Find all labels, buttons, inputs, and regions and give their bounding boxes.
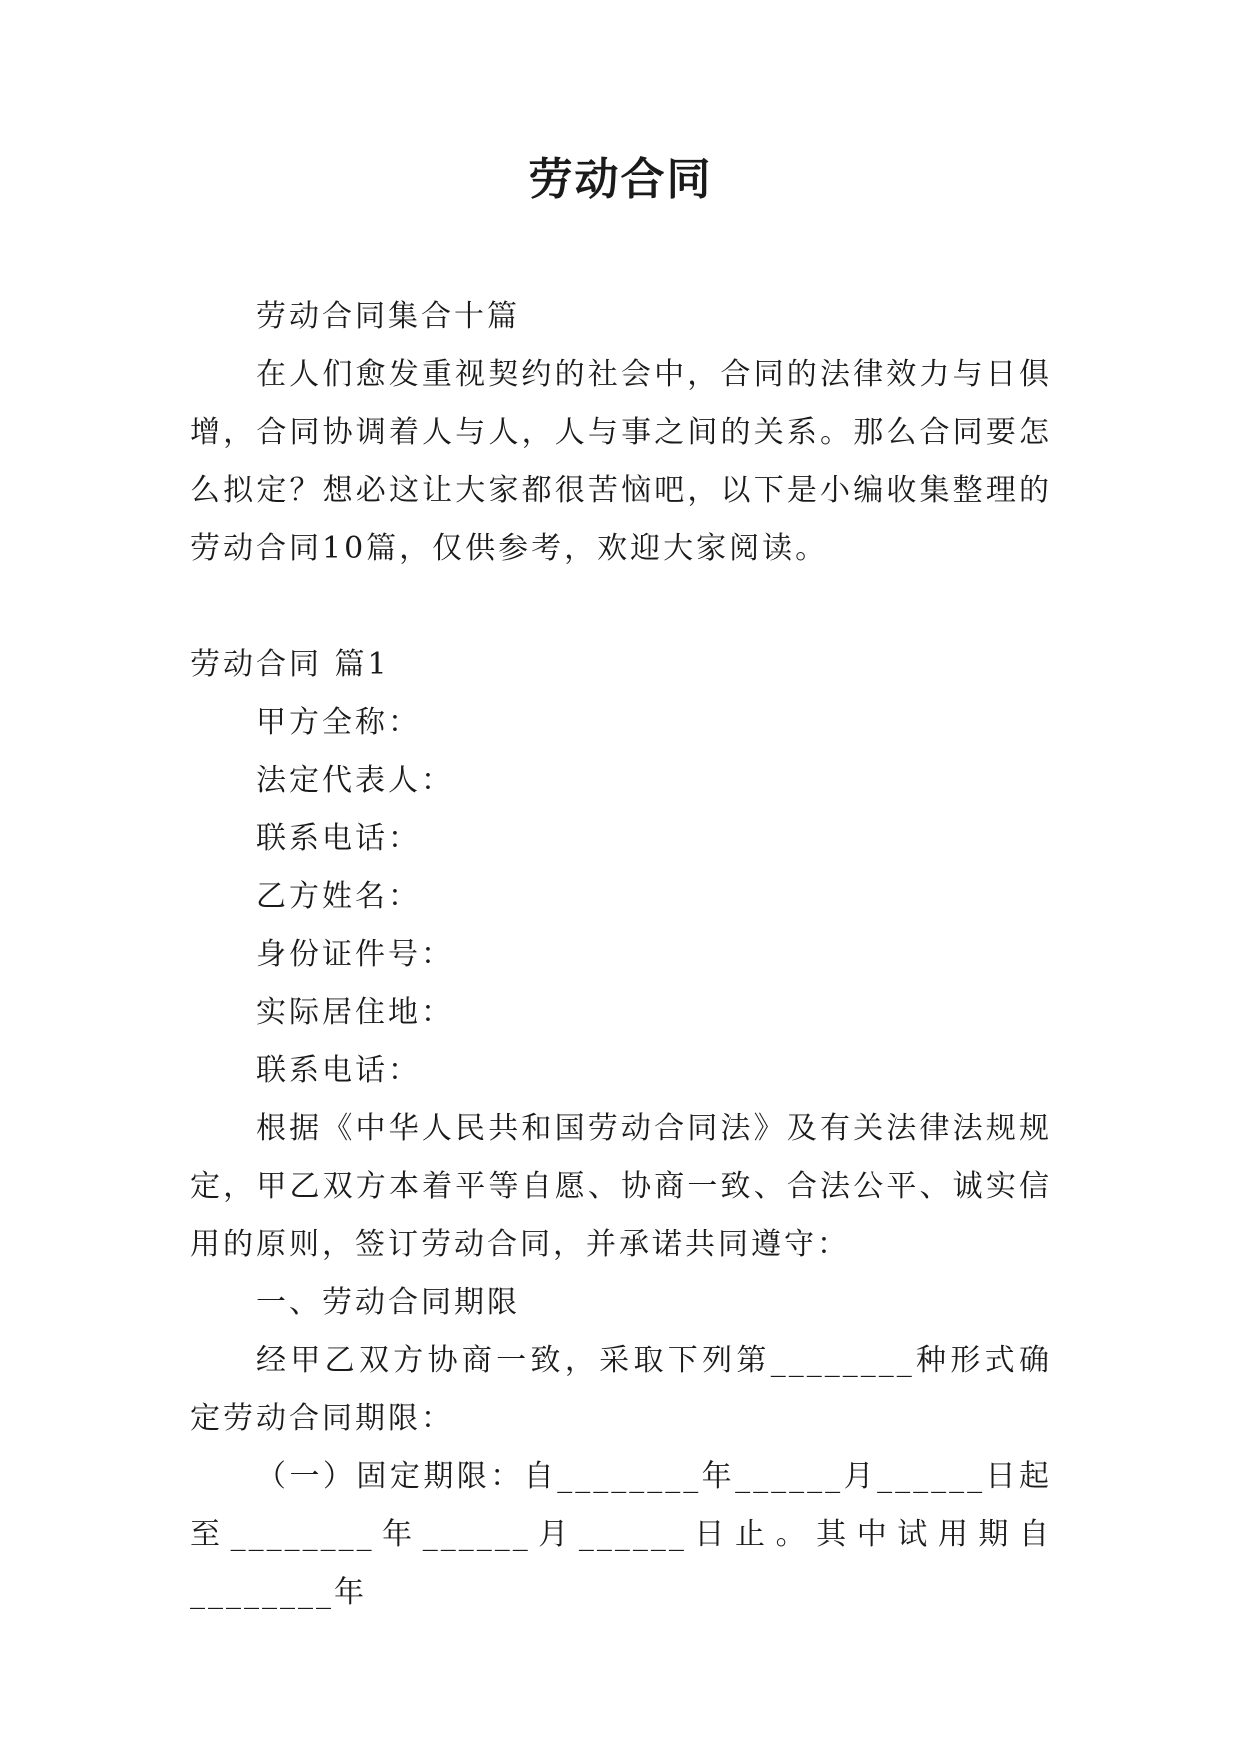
clause-heading: 一、劳动合同期限 xyxy=(256,1285,520,1320)
party-a-name-field: 甲方全称： xyxy=(256,705,421,740)
legal-representative-field: 法定代表人： xyxy=(256,763,454,798)
party-b-name-field: 乙方姓名： xyxy=(256,879,421,914)
section-gap xyxy=(190,578,1052,636)
collection-subtitle: 劳动合同集合十篇 xyxy=(256,299,520,334)
section-heading: 劳动合同 篇1 xyxy=(190,647,390,682)
intro-paragraph: 在人们愈发重视契约的社会中，合同的法律效力与日俱增，合同协调着人与人，人与事之间的关系。那么合同要怎么拟定？想必这让大家都很苦恼吧，以下是小编收集整理的劳动合同10篇，仅供参考，欢迎大家阅读。 xyxy=(190,357,1052,566)
document-body xyxy=(190,288,1052,1622)
legal-basis-paragraph: 根据《中华人民共和国劳动合同法》及有关法律法规规定，甲乙双方本着平等自愿、协商一致、合法公平、诚实信用的原则，签订劳动合同，并承诺共同遵守： xyxy=(190,1111,1052,1262)
party-b-phone-field: 联系电话： xyxy=(256,1053,421,1088)
party-a-phone-field: 联系电话： xyxy=(256,821,421,856)
document-title: 劳动合同 xyxy=(528,154,713,205)
fixed-term-paragraph: （一）固定期限：自________年______月______日起至________年______月______日止。其中试用期自________年 xyxy=(190,1459,1052,1610)
term-form-paragraph: 经甲乙双方协商一致，采取下列第________种形式确定劳动合同期限： xyxy=(190,1343,1052,1436)
id-number-field: 身份证件号： xyxy=(256,937,454,972)
residence-field: 实际居住地： xyxy=(256,995,454,1030)
